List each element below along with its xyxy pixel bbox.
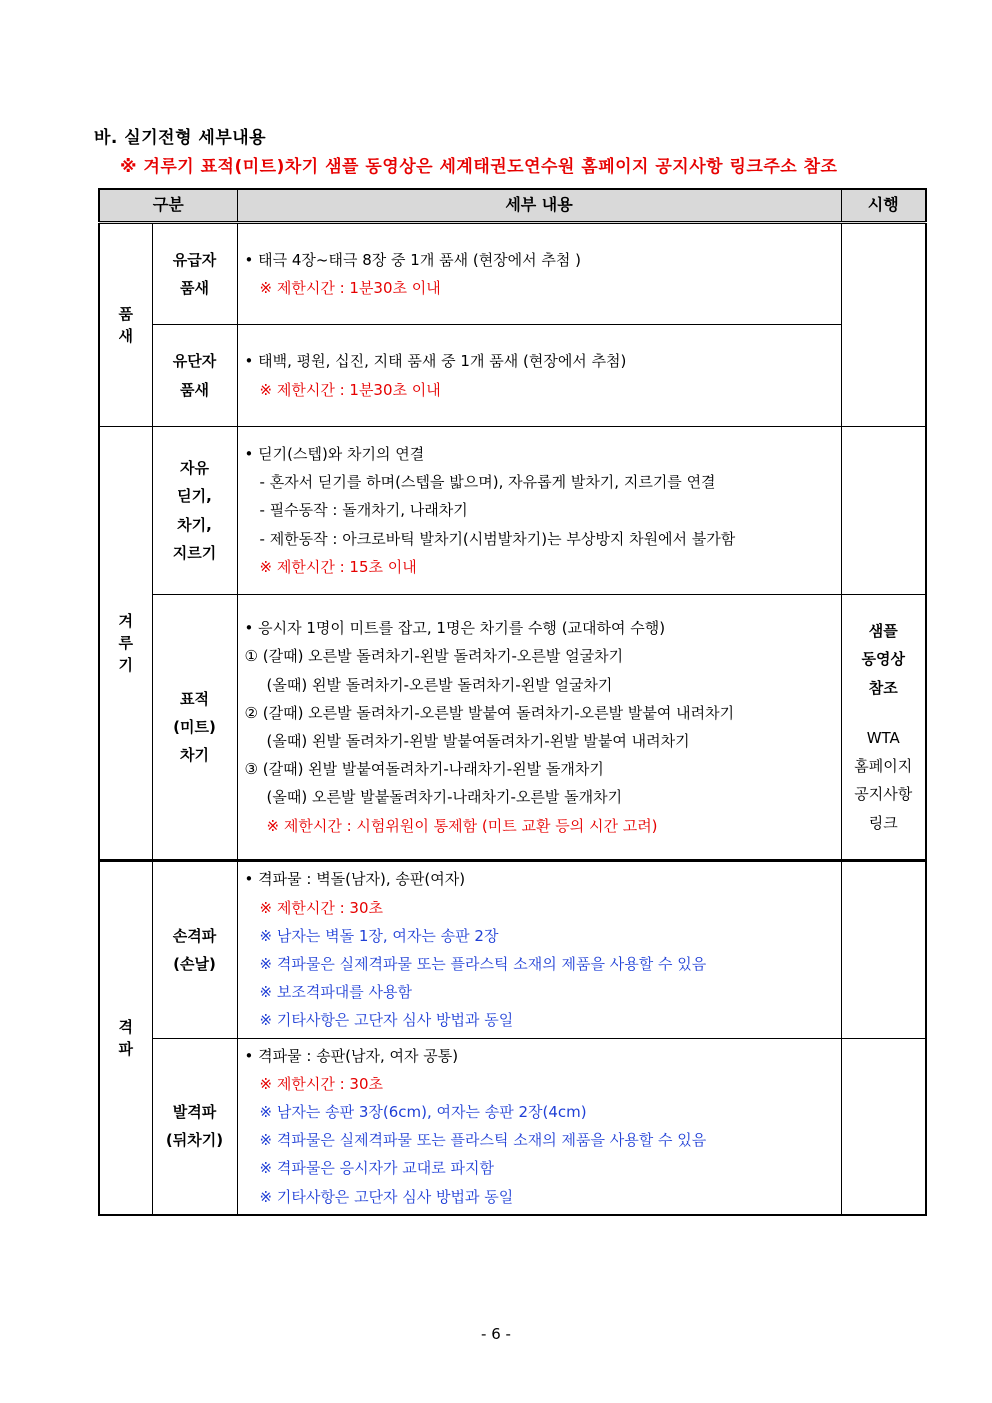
- category-char: 루: [118, 634, 133, 652]
- sub-label: 유단자: [172, 352, 217, 371]
- sub-label: (미트): [173, 717, 216, 736]
- time-limit-line: ※ 제한시간 : 30초: [259, 1074, 383, 1093]
- exec-label: 참조: [868, 678, 898, 697]
- exec-cell: [841, 223, 926, 427]
- category-kyorugi: [99, 427, 152, 861]
- table-row: [99, 325, 926, 427]
- time-limit-line: ※ 제한시간 : 30초: [259, 898, 383, 917]
- sub-label: 품새: [180, 279, 209, 297]
- time-limit-line: ※ 제한시간 : 15초 이내: [259, 557, 417, 576]
- exec-cell: [841, 861, 926, 1039]
- sub-category-kyup-poomsae: [152, 223, 237, 325]
- detail-line: - 혼자서 딛기를 하며(스텝을 밟으며), 자유롭게 발차기, 지르기를 연결: [259, 473, 716, 492]
- table-row: [99, 861, 926, 1039]
- detail-line: • 격파물 : 벽돌(남자), 송판(여자): [244, 870, 466, 889]
- sub-label: 표적: [180, 689, 209, 708]
- sub-category-hand-breaking: [152, 861, 237, 1039]
- sub-label: 딛기,: [177, 487, 212, 506]
- note-line: ※ 남자는 송판 3장(6cm), 여자는 송판 2장(4cm): [259, 1103, 587, 1122]
- note-line: ※ 기타사항은 고단자 심사 방법과 동일: [259, 1011, 514, 1030]
- detail-cell: [237, 595, 841, 861]
- header-category: 구분: [99, 189, 237, 223]
- sub-category-dan-poomsae: [152, 325, 237, 427]
- detail-line: (올때) 왼발 돌려차기-왼발 발붙여돌려차기-왼발 발붙여 내려차기: [266, 732, 690, 750]
- time-limit-line: ※ 제한시간 : 1분30초 이내: [259, 279, 441, 297]
- note-line: ※ 격파물은 응시자가 교대로 파지함: [259, 1159, 495, 1178]
- section-heading: 바. 실기전형 세부내용: [94, 128, 267, 148]
- category-gyeokpa: [99, 861, 152, 1215]
- detail-line: • 응시자 1명이 미트를 잡고, 1명은 차기를 수행 (교대하여 수행): [244, 619, 666, 638]
- sub-category-target-kick: [152, 595, 237, 861]
- exec-cell: [841, 427, 926, 595]
- detail-cell: [237, 223, 841, 325]
- detail-line: - 제한동작 : 아크로바틱 발차기(시범발차기)는 부상방지 차원에서 불가함: [259, 529, 736, 548]
- note-line: ※ 보조격파대를 사용함: [259, 983, 413, 1002]
- header-detail: 세부 내용: [237, 189, 841, 223]
- detail-line: • 태극 4장~태극 8장 중 1개 품새 (현장에서 추첨 ): [244, 250, 582, 269]
- practical-exam-table: [98, 188, 927, 1216]
- exec-label: WTA: [866, 728, 900, 747]
- time-limit-line: ※ 제한시간 : 시험위원이 통제함 (미트 교환 등의 시간 고려): [266, 816, 658, 835]
- time-limit-line: ※ 제한시간 : 1분30초 이내: [259, 380, 441, 399]
- sub-category-free-kick: [152, 427, 237, 595]
- category-char: 품: [118, 305, 133, 323]
- sample-video-notice: ※ 겨루기 표적(미트)차기 샘플 동영상은 세계태권도연수원 홈페이지 공지사항 링크주소 참조: [120, 157, 838, 177]
- exec-label: 링크: [868, 813, 898, 832]
- note-line: ※ 격파물은 실제격파물 또는 플라스틱 소재의 제품을 사용할 수 있음: [259, 1131, 707, 1150]
- sub-label: 발격파: [172, 1103, 217, 1122]
- sub-category-foot-breaking: [152, 1039, 237, 1215]
- exec-sample-video-cell: [841, 595, 926, 861]
- sub-label: 지르기: [172, 543, 217, 562]
- exec-label: 홈페이지: [854, 757, 913, 776]
- detail-line: • 태백, 평원, 십진, 지태 품새 중 1개 품새 (현장에서 추첨): [244, 352, 627, 371]
- sub-label: 유급자: [172, 250, 217, 269]
- sub-label: (뒤차기): [165, 1131, 224, 1150]
- detail-line: • 딛기(스텝)와 차기의 연결: [244, 444, 425, 463]
- detail-line: (올때) 오른발 발붙돌려차기-나래차기-오른발 돌개차기: [266, 788, 623, 807]
- table-header-row: [99, 189, 926, 223]
- sub-label: 품새: [180, 380, 209, 399]
- note-line: ※ 기타사항은 고단자 심사 방법과 동일: [259, 1187, 514, 1206]
- detail-line: ① (갈때) 오른발 돌려차기-왼발 돌려차기-오른발 얼굴차기: [244, 647, 624, 666]
- table-row: [99, 223, 926, 325]
- category-poomsae: [99, 223, 152, 427]
- category-char: 격: [118, 1017, 133, 1036]
- table-row: [99, 1039, 926, 1215]
- detail-line: ② (갈때) 오른발 돌려차기-오른발 발붙여 돌려차기-오른발 발붙여 내려차기: [244, 703, 735, 722]
- detail-line: • 격파물 : 송판(남자, 여자 공통): [244, 1046, 459, 1065]
- detail-cell: [237, 325, 841, 427]
- detail-line: ③ (갈때) 왼발 발붙여돌려차기-나래차기-왼발 돌개차기: [244, 760, 604, 779]
- category-char: 새: [118, 327, 133, 345]
- sub-label: 손격파: [172, 926, 217, 945]
- sub-label: 차기: [180, 746, 209, 765]
- sub-label: 자유: [180, 459, 209, 478]
- header-exec: 시행: [841, 189, 926, 223]
- sub-label: (손날): [173, 955, 216, 973]
- detail-line: (올때) 왼발 돌려차기-오른발 돌려차기-왼발 얼굴차기: [266, 675, 613, 694]
- detail-cell: [237, 1039, 841, 1215]
- exec-label: 공지사항: [854, 785, 913, 804]
- page-number: - 6 -: [481, 1325, 511, 1343]
- detail-cell: [237, 427, 841, 595]
- table-row: [99, 427, 926, 595]
- category-char: 파: [118, 1039, 133, 1058]
- detail-cell: [237, 861, 841, 1039]
- table-row: [99, 595, 926, 861]
- category-char: 기: [118, 656, 133, 674]
- note-line: ※ 격파물은 실제격파물 또는 플라스틱 소재의 제품을 사용할 수 있음: [259, 955, 707, 973]
- exec-label: 동영상: [861, 650, 905, 669]
- exec-cell: [841, 1039, 926, 1215]
- exec-spacer: [844, 702, 924, 724]
- exec-label: 샘플: [868, 622, 898, 641]
- detail-line: - 필수동작 : 돌개차기, 나래차기: [259, 501, 468, 520]
- category-char: 겨: [118, 612, 133, 630]
- note-line: ※ 남자는 벽돌 1장, 여자는 송판 2장: [259, 926, 499, 945]
- sub-label: 차기,: [177, 515, 212, 534]
